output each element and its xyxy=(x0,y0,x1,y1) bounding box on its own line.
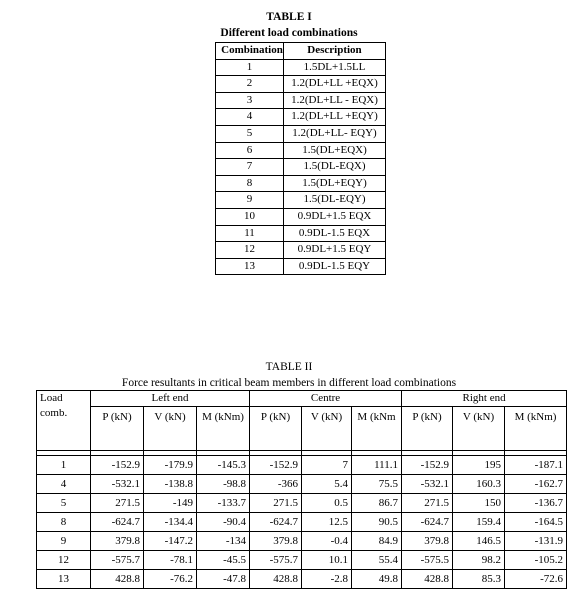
combination-number: 3 xyxy=(216,92,284,109)
group-header-right-end: Right end xyxy=(402,391,567,407)
value-cell: -624.7 xyxy=(250,513,302,532)
value-cell: 271.5 xyxy=(250,494,302,513)
combination-number: 9 xyxy=(216,192,284,209)
value-cell: -136.7 xyxy=(505,494,567,513)
table-row xyxy=(37,513,567,532)
value-cell: -98.8 xyxy=(197,475,250,494)
subheader-cell: V (kN) xyxy=(302,407,352,451)
value-cell: 0.5 xyxy=(302,494,352,513)
subheader-cell: V (kN) xyxy=(453,407,505,451)
combination-row xyxy=(216,109,386,126)
value-cell: 195 xyxy=(453,456,505,475)
value-cell: 5.4 xyxy=(302,475,352,494)
value-cell: 379.8 xyxy=(402,532,453,551)
value-cell: -105.2 xyxy=(505,551,567,570)
value-cell: -624.7 xyxy=(91,513,144,532)
value-cell: 111.1 xyxy=(352,456,402,475)
load-comb-cell: 9 xyxy=(37,532,91,551)
value-cell: -47.8 xyxy=(197,570,250,589)
combination-number: 12 xyxy=(216,242,284,259)
value-cell: -131.9 xyxy=(505,532,567,551)
value-cell: 12.5 xyxy=(302,513,352,532)
combination-row xyxy=(216,258,386,275)
subheader-cell: P (kN) xyxy=(402,407,453,451)
combination-row xyxy=(216,159,386,176)
combination-row xyxy=(216,142,386,159)
value-cell: 271.5 xyxy=(402,494,453,513)
combination-row xyxy=(216,225,386,242)
value-cell: -0.4 xyxy=(302,532,352,551)
value-cell: -152.9 xyxy=(91,456,144,475)
value-cell: -90.4 xyxy=(197,513,250,532)
description-header: Description xyxy=(284,43,386,60)
combination-number: 2 xyxy=(216,76,284,93)
value-cell: 86.7 xyxy=(352,494,402,513)
table-row xyxy=(37,494,567,513)
load-comb-header: Load comb. xyxy=(37,391,91,451)
table2-title: Force resultants in critical beam members in different load combinations xyxy=(121,377,457,389)
subheader-cell: V (kN) xyxy=(144,407,197,451)
load-comb-cell: 5 xyxy=(37,494,91,513)
value-cell: -162.7 xyxy=(505,475,567,494)
combination-number: 13 xyxy=(216,258,284,275)
force-resultants-table xyxy=(36,390,567,589)
combination-description: 0.9DL-1.5 EQY xyxy=(284,258,386,275)
value-cell: 84.9 xyxy=(352,532,402,551)
combination-description: 1.5(DL-EQY) xyxy=(284,192,386,209)
value-cell: 428.8 xyxy=(402,570,453,589)
group-header-left-end: Left end xyxy=(91,391,250,407)
combination-number: 8 xyxy=(216,175,284,192)
combination-row xyxy=(216,59,386,76)
value-cell: -72.6 xyxy=(505,570,567,589)
combination-number: 7 xyxy=(216,159,284,176)
combination-description: 0.9DL+1.5 EQX xyxy=(284,208,386,225)
value-cell: 379.8 xyxy=(250,532,302,551)
combination-number: 4 xyxy=(216,109,284,126)
load-comb-cell: 4 xyxy=(37,475,91,494)
combination-row xyxy=(216,125,386,142)
value-cell: 150 xyxy=(453,494,505,513)
combination-number: 10 xyxy=(216,208,284,225)
value-cell: 98.2 xyxy=(453,551,505,570)
value-cell: 85.3 xyxy=(453,570,505,589)
group-header-centre: Centre xyxy=(250,391,402,407)
value-cell: -152.9 xyxy=(250,456,302,475)
load-comb-cell: 12 xyxy=(37,551,91,570)
value-cell: -575.5 xyxy=(402,551,453,570)
value-cell: -134.4 xyxy=(144,513,197,532)
combination-description: 1.2(DL+LL- EQY) xyxy=(284,125,386,142)
subheader-cell: M (kNm) xyxy=(505,407,567,451)
value-cell: -187.1 xyxy=(505,456,567,475)
table1-title: Different load combinations xyxy=(220,27,358,39)
value-cell: -179.9 xyxy=(144,456,197,475)
value-cell: 428.8 xyxy=(91,570,144,589)
table2-label: TABLE II xyxy=(265,361,313,373)
combination-row xyxy=(216,76,386,93)
combination-description: 1.2(DL+LL - EQX) xyxy=(284,92,386,109)
combination-description: 0.9DL+1.5 EQY xyxy=(284,242,386,259)
table1-label: TABLE I xyxy=(266,11,312,23)
value-cell: 10.1 xyxy=(302,551,352,570)
load-combinations-table xyxy=(215,42,386,275)
value-cell: 49.8 xyxy=(352,570,402,589)
combination-row xyxy=(216,192,386,209)
value-cell: 160.3 xyxy=(453,475,505,494)
value-cell: 90.5 xyxy=(352,513,402,532)
value-cell: 7 xyxy=(302,456,352,475)
table-row xyxy=(37,570,567,589)
combination-number: 1 xyxy=(216,59,284,76)
combination-description: 1.5DL+1.5LL xyxy=(284,59,386,76)
value-cell: -532.1 xyxy=(402,475,453,494)
combination-row xyxy=(216,208,386,225)
table2-group-header-row xyxy=(37,391,567,407)
value-cell: -532.1 xyxy=(91,475,144,494)
combination-description: 0.9DL-1.5 EQX xyxy=(284,225,386,242)
value-cell: 428.8 xyxy=(250,570,302,589)
subheader-cell: P (kN) xyxy=(250,407,302,451)
value-cell: -575.7 xyxy=(91,551,144,570)
combination-description: 1.5(DL+EQY) xyxy=(284,175,386,192)
load-comb-cell: 1 xyxy=(37,456,91,475)
value-cell: -2.8 xyxy=(302,570,352,589)
value-cell: -78.1 xyxy=(144,551,197,570)
combination-row xyxy=(216,92,386,109)
value-cell: 55.4 xyxy=(352,551,402,570)
value-cell: -133.7 xyxy=(197,494,250,513)
combination-row xyxy=(216,242,386,259)
value-cell: -575.7 xyxy=(250,551,302,570)
subheader-cell: M (kNm xyxy=(352,407,402,451)
value-cell: 379.8 xyxy=(91,532,144,551)
value-cell: -149 xyxy=(144,494,197,513)
value-cell: -134 xyxy=(197,532,250,551)
subheader-cell: M (kNm) xyxy=(197,407,250,451)
value-cell: -145.3 xyxy=(197,456,250,475)
value-cell: -164.5 xyxy=(505,513,567,532)
combination-description: 1.2(DL+LL +EQX) xyxy=(284,76,386,93)
load-comb-cell: 8 xyxy=(37,513,91,532)
combination-number: 11 xyxy=(216,225,284,242)
value-cell: 75.5 xyxy=(352,475,402,494)
value-cell: -138.8 xyxy=(144,475,197,494)
combination-row xyxy=(216,175,386,192)
value-cell: 146.5 xyxy=(453,532,505,551)
table-row xyxy=(37,475,567,494)
value-cell: -76.2 xyxy=(144,570,197,589)
subheader-cell: P (kN) xyxy=(91,407,144,451)
value-cell: 159.4 xyxy=(453,513,505,532)
combination-header: Combination xyxy=(216,43,284,60)
combination-description: 1.5(DL-EQX) xyxy=(284,159,386,176)
value-cell: -45.5 xyxy=(197,551,250,570)
value-cell: -152.9 xyxy=(402,456,453,475)
table-row xyxy=(37,551,567,570)
table-row xyxy=(37,456,567,475)
table1-header-row xyxy=(216,43,386,60)
load-comb-cell: 13 xyxy=(37,570,91,589)
value-cell: -366 xyxy=(250,475,302,494)
value-cell: -147.2 xyxy=(144,532,197,551)
combination-number: 6 xyxy=(216,142,284,159)
combination-description: 1.2(DL+LL +EQY) xyxy=(284,109,386,126)
table-row xyxy=(37,532,567,551)
value-cell: -624.7 xyxy=(402,513,453,532)
combination-description: 1.5(DL+EQX) xyxy=(284,142,386,159)
table2-subheader-row xyxy=(37,407,567,451)
combination-number: 5 xyxy=(216,125,284,142)
value-cell: 271.5 xyxy=(91,494,144,513)
